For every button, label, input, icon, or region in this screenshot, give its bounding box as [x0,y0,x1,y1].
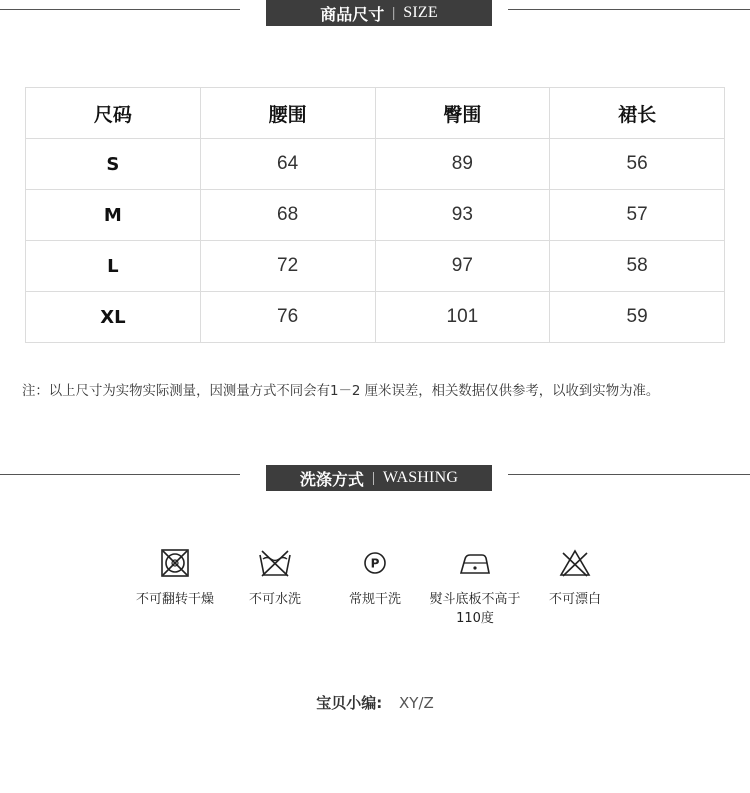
hip-cell: 89 [375,139,550,190]
size-cell: M [26,190,201,241]
care-item-dry-clean [320,548,430,609]
wash-section-separator: | [371,469,375,486]
hip-cell: 101 [375,292,550,343]
waist-cell: 72 [200,241,375,292]
care-label: 常规干洗 [348,592,401,607]
waist-cell: 76 [200,292,375,343]
length-cell: 56 [550,139,725,190]
header-divider-right [508,9,750,10]
table-row [26,139,725,190]
header-hip: 臀围 [375,88,550,139]
size-section-label [266,0,492,26]
dry-clean-p-icon [360,548,390,578]
table-row [26,241,725,292]
care-item-no-wash [220,548,330,609]
table-row [26,190,725,241]
header-waist: 腰围 [200,88,375,139]
no-bleach-icon [559,548,591,578]
no-tumble-dry-icon [160,548,190,578]
measurement-note: 注：以上尺寸为实物实际测量，因测量方式不同会有1－2 厘米误差，相关数据仅供参考，以收到实物为准。 [22,384,660,399]
waist-cell: 64 [200,139,375,190]
care-label: 不可漂白 [548,592,601,607]
size-cell: L [26,241,201,292]
size-section-separator: | [392,4,396,21]
care-label: 不可翻转干燥 [135,592,214,607]
hip-cell: 93 [375,190,550,241]
table-row [26,292,725,343]
care-item-no-bleach [520,548,630,609]
header-divider-left [0,9,240,10]
care-item-no-tumble-dry [120,548,230,609]
product-code [0,692,750,713]
hip-cell: 97 [375,241,550,292]
header-divider-left [0,474,240,475]
care-label: 不可水洗 [248,592,301,607]
product-code-label: 宝贝小编: [316,694,383,712]
header-size: 尺码 [26,88,201,139]
length-cell: 57 [550,190,725,241]
header-divider-right [508,474,750,475]
wash-section-title-en: WASHING [382,469,459,486]
size-table [25,87,725,343]
size-section-header [0,0,750,26]
iron-low-icon [458,548,492,578]
header-length: 裙长 [550,88,725,139]
wash-section-title-zh: 洗涤方式 [299,469,364,489]
size-section-title-en: SIZE [403,4,438,21]
size-cell: XL [26,292,201,343]
care-item-iron-low [420,548,530,628]
no-wash-icon [258,548,292,578]
size-cell: S [26,139,201,190]
svg-text:P: P [370,556,380,571]
product-code-value: XY/Z [399,694,434,712]
wash-section-label [266,465,492,491]
length-cell: 59 [550,292,725,343]
length-cell: 58 [550,241,725,292]
care-label: 熨斗底板不高于110度 [429,592,521,626]
size-section-title-zh: 商品尺寸 [320,4,385,24]
size-table-header-row [26,88,725,139]
waist-cell: 68 [200,190,375,241]
wash-section-header [0,465,750,491]
